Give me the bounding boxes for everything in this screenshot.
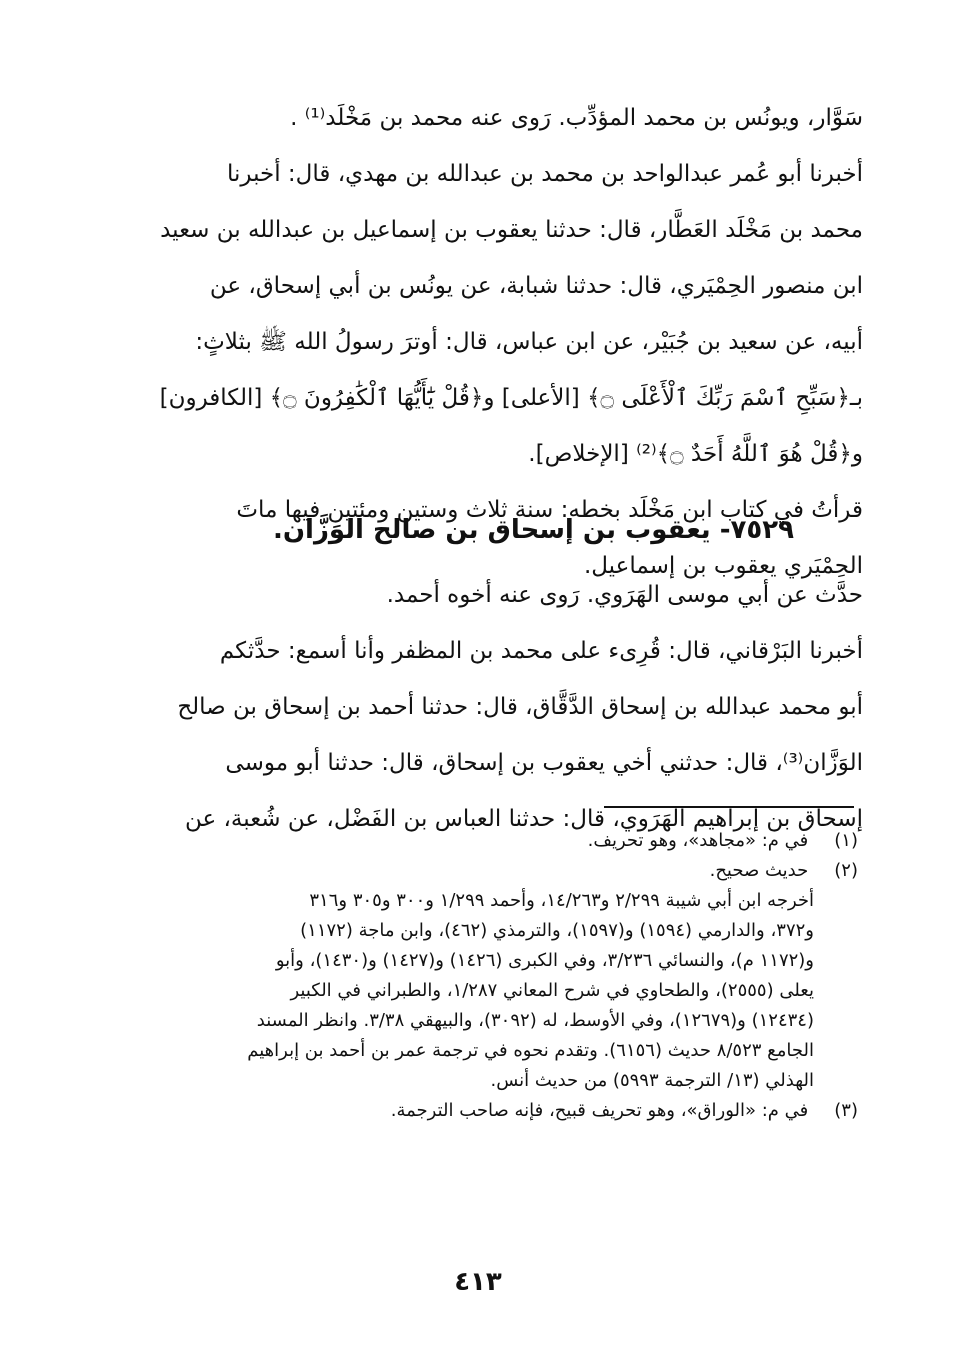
footnote-continuation bbox=[130, 976, 858, 1006]
footnote-continuation bbox=[130, 1036, 858, 1066]
footnote bbox=[130, 856, 858, 886]
footnote-continuation bbox=[130, 886, 858, 916]
footnote-text: و٣٧٢، والدارمي (١٥٩٤) و(١٥٩٧)، والترمذي (٤٦٢)، وابن ماجة (١١٧٢) bbox=[300, 920, 814, 941]
page-number: ٤١٣ bbox=[454, 1267, 502, 1297]
main-line: ابن منصور الحِمْيَري، قال: حدثنا شبابة، عن يونُس بن أبي إسحاق، عن bbox=[209, 273, 863, 299]
entry-text-block bbox=[128, 567, 863, 847]
footnote-continuation bbox=[130, 916, 858, 946]
footnote-text: أخرجه ابن أبي شيبة ٢/٢٩٩ و١٤/٢٦٣، وأحمد ١/٢٩٩ و٣٠٠ و٣٠٥ و٣١٦ bbox=[309, 890, 814, 911]
footnote-number: (٢) bbox=[834, 860, 858, 881]
footnote-text: و(١١٧٢ م)، والنسائي ٣/٢٣٦، وفي الكبرى (١٤٢٦) و(١٤٢٧) و(١٤٣٠)، وأبو bbox=[275, 950, 814, 971]
footnote-text: الجامع ٨/٥٢٣ حديث (٦١٥٦). وتقدم نحوه في ترجمة عمر بن أحمد بن إبراهيم bbox=[247, 1040, 814, 1061]
entry-line: حدَّث عن أبي موسى الهَرَوي. رَوى عنه أخوه أحمد. bbox=[386, 582, 863, 608]
footnote-continuation bbox=[130, 946, 858, 976]
footnote-continuation bbox=[130, 1066, 858, 1096]
entry-heading: ٧٥٢٩- يعقوب بن إسحاق بن صالح الوَزَّان. bbox=[272, 515, 794, 545]
main-line: أخبرنا أبو عُمر عبدالواحد بن محمد بن عبدالله بن مهدي، قال: أخبرنا bbox=[226, 161, 863, 187]
main-line: بـ﴿سَبِّحِ ٱسْمَ رَبِّكَ ٱلْأَعْلَى ۝﴾ [الأعلى] و﴿قُلْ يَٰٓأَيُّهَا ٱلْكَٰفِرُونَ ۝﴾ [الكافرون] bbox=[159, 385, 863, 411]
main-line: الحِمْيَري يعقوب بن إسماعيل. bbox=[583, 553, 863, 579]
footnote-text: يعلى (٢٥٥٥)، والطحاوي في شرح المعاني ١/٢٨٧، والطبراني في الكبير bbox=[290, 980, 814, 1001]
main-line: سَوَّار، ويونُس بن محمد المؤدِّب. رَوى عنه محمد بن مَخْلَد⁽¹⁾ . bbox=[290, 105, 863, 131]
entry-line: أبو محمد عبدالله بن إسحاق الدَّقَّاق، قال: حدثنا أحمد بن إسحاق بن صالح bbox=[177, 694, 863, 720]
footnote-text: في م: «الوراق»، وهو تحريف قبيح، فإنه صاحب الترجمة. bbox=[390, 1100, 809, 1121]
footnote-continuation bbox=[130, 1006, 858, 1036]
footnote-text: في م: «مجاهد»، وهو تحريف. bbox=[587, 830, 809, 851]
footnote-text: (١٢٤٣٤) و(١٢٦٧٩)، وفي الأوسط، له (٣٠٩٢)، والبيهقي ٣/٣٨. وانظر المسند bbox=[256, 1010, 814, 1031]
footnote bbox=[130, 826, 858, 856]
footnote-text: الهذلي (١٣/ الترجمة ٥٩٩٣) من حديث أنس. bbox=[490, 1070, 814, 1091]
footnote-number: (١) bbox=[834, 830, 858, 851]
footnote-text: حديث صحيح. bbox=[709, 860, 809, 881]
main-line: أبيه، عن سعيد بن جُبَيْر، عن ابن عباس، قال: أوترَ رسولُ الله ﷺ بثلاثٍ: bbox=[195, 329, 863, 355]
main-line: قرأتُ في كتاب ابن مَخْلَد بخطه: سنة ثلاث وستين ومئتين فيها ماتَ bbox=[236, 497, 863, 523]
main-line: و﴿قُلْ هُوَ ٱللَّهُ أَحَدٌ ۝﴾⁽²⁾ [الإخلاص]. bbox=[528, 441, 863, 467]
entry-line: الوَزَّان⁽³⁾، قال: حدثني أخي يعقوب بن إسحاق، قال: حدثنا أبو موسى bbox=[225, 750, 863, 776]
main-line: محمد بن مَخْلَد العَطَّار، قال: حدثنا يعقوب بن إسماعيل بن عبدالله بن سعيد bbox=[160, 217, 863, 243]
footnote-separator bbox=[604, 806, 854, 808]
footnote bbox=[130, 1096, 858, 1126]
entry-line: إسحاق بن إبراهيم الهَرَوي، قال: حدثنا العباس بن الفَضْل، عن شُعبة، عن bbox=[184, 806, 863, 832]
entry-line: أخبرنا البَرْقاني، قال: قُرِىء على محمد بن المظفر وأنا أسمع: حدَّثكم bbox=[219, 638, 863, 664]
footnote-number: (٣) bbox=[834, 1100, 858, 1121]
footnotes-block bbox=[130, 826, 858, 1126]
